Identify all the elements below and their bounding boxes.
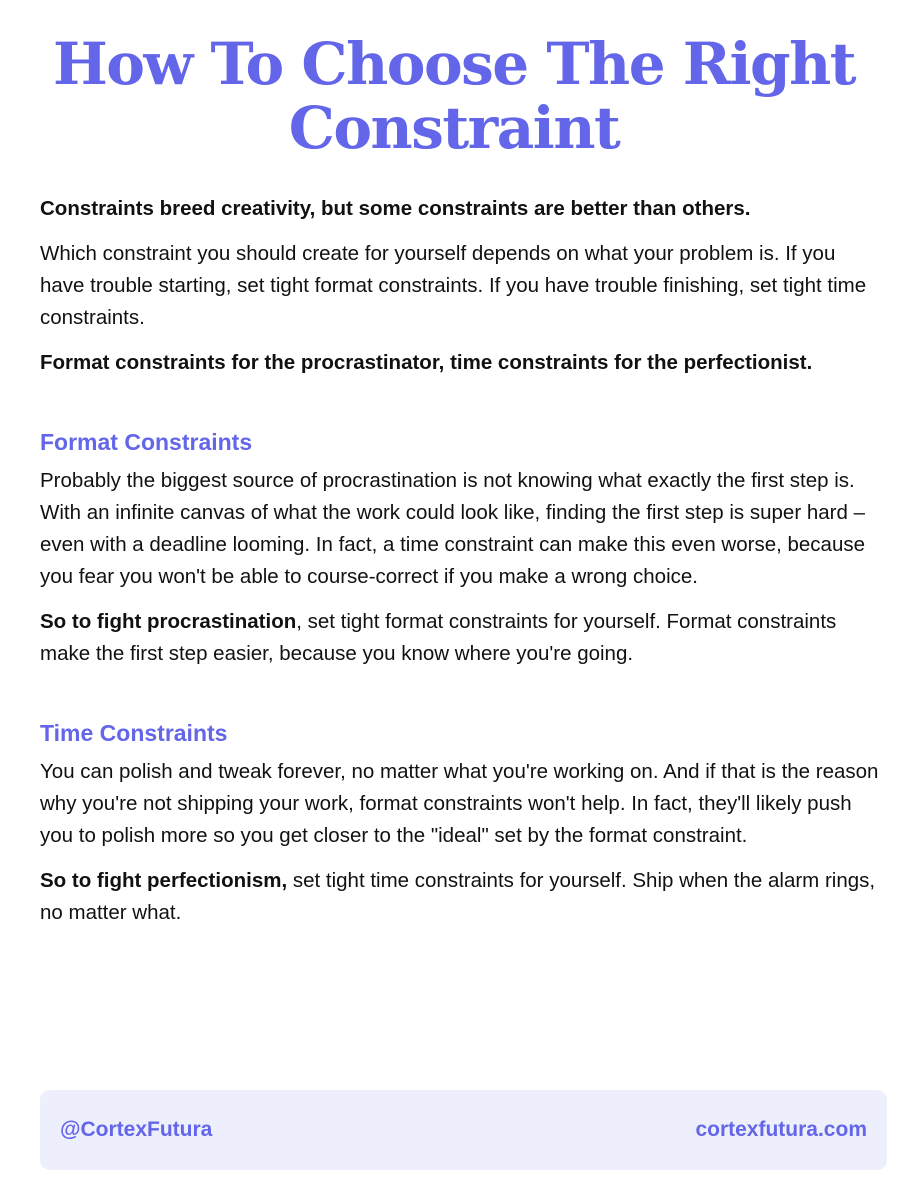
website-link[interactable]: cortexfutura.com: [695, 1118, 867, 1141]
time-constraints-section: [40, 717, 880, 929]
footer-bar: [40, 1090, 887, 1170]
intro-summary: Format constraints for the procrastinator, time constraints for the perfectionist.: [40, 351, 813, 374]
time-constraints-advice-rest: set tight time constraints for yourself. Ship when the alarm rings, no matter what.: [40, 869, 876, 924]
format-constraints-heading: Format Constraints: [40, 429, 253, 455]
time-constraints-advice-bold: So to fight perfectionism,: [40, 869, 288, 892]
page-title: [0, 32, 908, 160]
format-constraints-body: Probably the biggest source of procrastination is not knowing what exactly the first step is. With an infinite canvas of what the work could look like, finding the first step is super hard – even with a deadline looming. In fact, a time constraint can make this even worse, because you fear you won't be able to course-correct if you make a wrong choice.: [40, 469, 866, 588]
intro-body: Which constraint you should create for yourself depends on what your problem is. If you have trouble starting, set tight format constraints. If you have trouble finishing, set tight time constraints.: [40, 242, 867, 329]
time-constraints-heading: Time Constraints: [40, 720, 228, 746]
format-constraints-advice-rest: , set tight format constraints for yourself. Format constraints make the first step easier, because you know where you're going.: [40, 610, 837, 665]
intro-lead: Constraints breed creativity, but some constraints are better than others.: [40, 197, 751, 220]
page-title-line-1: How To Choose The Right: [52, 30, 856, 98]
format-constraints-section: [40, 426, 880, 670]
social-handle-link[interactable]: @CortexFutura: [60, 1118, 213, 1141]
format-constraints-advice: [40, 606, 880, 670]
time-constraints-advice: [40, 865, 880, 929]
page-title-line-2: Constraint: [288, 94, 620, 162]
article-content: [40, 193, 880, 942]
time-constraints-body: You can polish and tweak forever, no matter what you're working on. And if that is the reason why you're not shipping your work, format constraints won't help. In fact, they'll likely push you to polish more so you get closer to the "ideal" set by the format constraint.: [40, 760, 879, 847]
format-constraints-advice-bold: So to fight procrastination: [40, 610, 297, 633]
